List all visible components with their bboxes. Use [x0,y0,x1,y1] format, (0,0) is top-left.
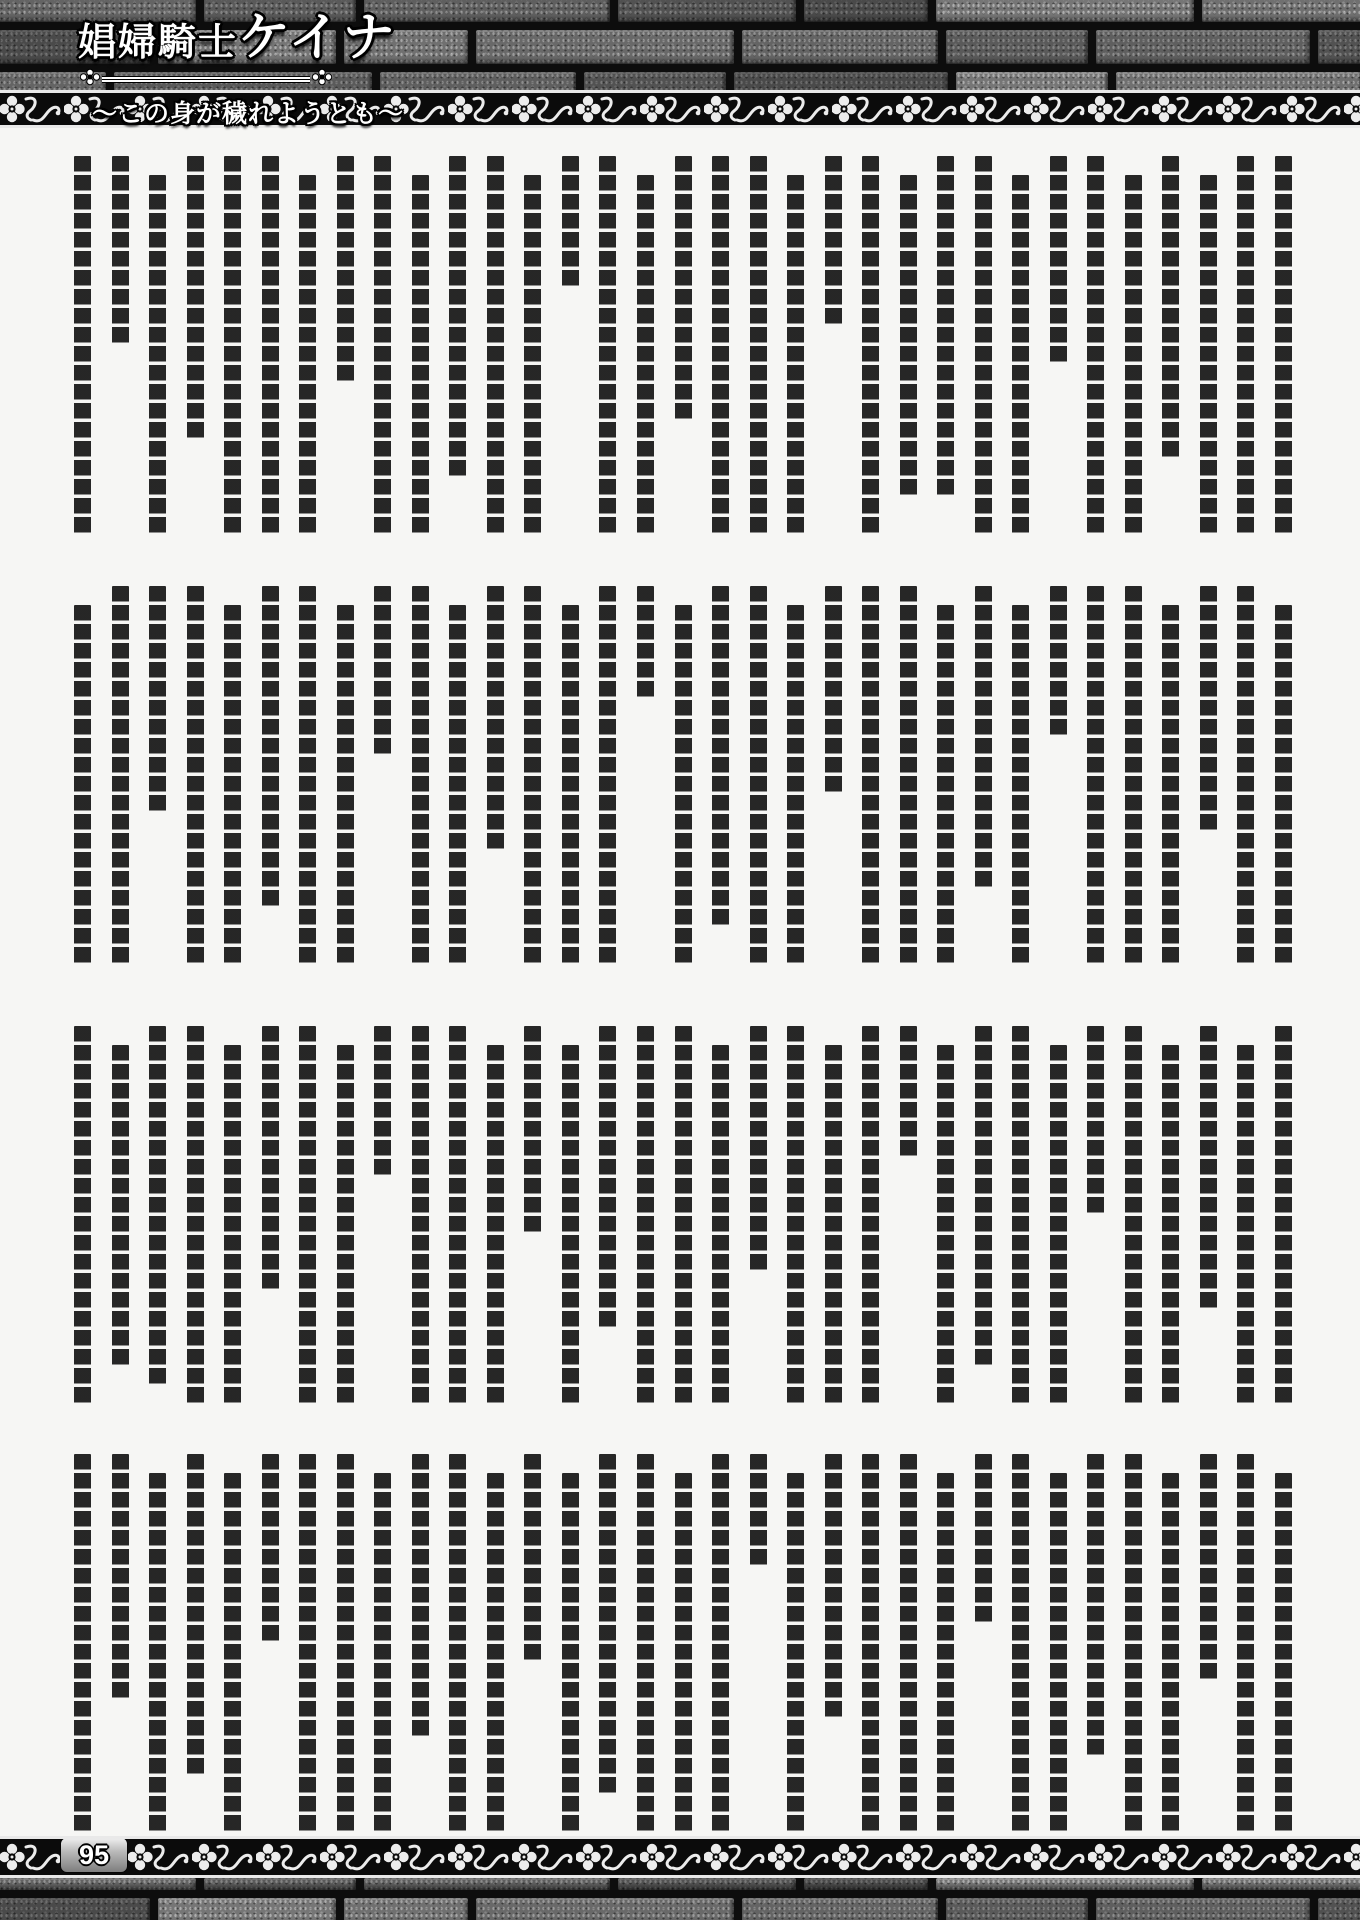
redacted-text-column [74,1026,91,1406]
brick [1096,30,1310,64]
quatrefoil-vine-motif-icon [1280,93,1342,125]
redacted-text-column [825,156,842,327]
brick-row [0,1898,1360,1920]
page-number: 95 [78,1839,110,1870]
quatrefoil-vine-motif-icon [1088,1841,1150,1873]
redacted-text-column [262,1026,279,1292]
redacted-text-column [637,586,654,700]
redacted-text-column [1087,1026,1104,1216]
redacted-text-column [599,1454,616,1796]
redacted-text-column [1237,1454,1254,1834]
redacted-text-column [224,156,241,536]
redacted-text-column [187,586,204,966]
quatrefoil-vine-motif-icon [256,1841,318,1873]
redacted-text-column [449,156,466,479]
redacted-text-column [787,1473,804,1834]
quatrefoil-vine-motif-icon [960,93,1022,125]
quatrefoil-vine-motif-icon [832,1841,894,1873]
redacted-text-column [74,156,91,536]
redacted-text-column [449,605,466,966]
ornament-motif-row-bottom [0,1839,1360,1875]
redacted-text-column [750,1454,767,1568]
quatrefoil-vine-motif-icon [640,1841,702,1873]
brick-texture-bottom [0,1878,1360,1920]
divider-line [102,76,310,83]
redacted-text-column [637,1454,654,1834]
brick [344,1898,468,1920]
redacted-text-column [149,175,166,536]
redacted-text-column [487,156,504,536]
redacted-text-column [299,175,316,536]
redacted-text-column [524,586,541,966]
text-band-3 [74,1026,1292,1406]
quatrefoil-vine-motif-icon [448,93,510,125]
quatrefoil-vine-motif-icon [896,1841,958,1873]
quatrefoil-vine-motif-icon [768,1841,830,1873]
redacted-text-column [412,1454,429,1739]
brick [1096,1898,1310,1920]
redacted-text-column [825,586,842,795]
quatrefoil-vine-motif-icon [1344,93,1360,125]
redacted-text-column [1162,605,1179,966]
quatrefoil-vine-motif-icon [1152,93,1214,125]
redacted-text-column [562,605,579,966]
redacted-text-column [637,175,654,536]
text-band-1 [74,156,1292,536]
redacted-text-column [599,156,616,536]
redacted-text-column [937,1473,954,1834]
redacted-text-column [187,156,204,441]
quatrefoil-vine-motif-icon [448,1841,510,1873]
divider-finial-icon [78,68,102,86]
page-number-tab [60,1837,128,1873]
quatrefoil-vine-motif-icon [576,93,638,125]
brick [0,1878,196,1890]
redacted-text-column [187,1454,204,1777]
redacted-text-column [1050,1045,1067,1406]
redacted-text-column [1237,156,1254,536]
redacted-text-column [1087,586,1104,966]
redacted-text-column [112,156,129,346]
brick [734,72,948,90]
redacted-text-column [750,156,767,536]
redacted-text-column [299,1454,316,1834]
redacted-text-column [149,1473,166,1834]
redacted-text-column [224,1473,241,1834]
redacted-text-column [975,1454,992,1625]
redacted-text-column [825,1454,842,1720]
redacted-text-column [562,1045,579,1406]
redacted-text-column [262,586,279,909]
brick [1202,1878,1360,1890]
quatrefoil-vine-motif-icon [384,1841,446,1873]
redacted-text-column [937,156,954,498]
redacted-text-column [787,605,804,966]
redacted-text-column [675,156,692,422]
redacted-text-column [975,1026,992,1368]
brick [956,72,1108,90]
redacted-text-column [862,586,879,966]
quatrefoil-vine-motif-icon [512,93,574,125]
redacted-text-column [562,156,579,289]
redacted-text-column [1087,156,1104,536]
redacted-text-column [1162,156,1179,460]
redacted-text-column [1050,586,1067,738]
redacted-text-column [524,175,541,536]
brick [364,1878,610,1890]
redacted-text-column [1125,586,1142,966]
brick [618,0,796,22]
brick [742,30,938,64]
redacted-text-column [1200,586,1217,833]
redacted-text-column [1275,605,1292,966]
redacted-text-column [374,586,391,757]
redacted-text-column [1237,1045,1254,1406]
series-subtitle: ～この身が穢れようとも～ [92,100,405,128]
redacted-text-column [74,1454,91,1834]
redacted-text-column [787,175,804,536]
redacted-text-column [1125,175,1142,536]
redacted-text-column [337,605,354,966]
quatrefoil-vine-motif-icon [576,1841,638,1873]
quatrefoil-vine-motif-icon [896,93,958,125]
redacted-text-column [1125,1026,1142,1406]
redacted-text-column [862,1454,879,1834]
quatrefoil-vine-motif-icon [0,1841,62,1873]
text-band-2 [74,586,1292,966]
brick [804,0,928,22]
brick [804,1878,928,1890]
redacted-text-column [1237,586,1254,966]
redacted-text-column [262,156,279,536]
quatrefoil-vine-motif-icon [960,1841,1022,1873]
redacted-text-column [1050,1473,1067,1834]
quatrefoil-vine-motif-icon [1024,1841,1086,1873]
redacted-text-column [562,1473,579,1834]
redacted-text-column [337,1045,354,1406]
redacted-text-column [112,1454,129,1701]
brick [742,1898,938,1920]
redacted-text-column [374,1026,391,1178]
series-title [78,9,404,67]
brick [1318,30,1360,64]
redacted-text-column [825,1045,842,1406]
text-band-4 [74,1454,1292,1834]
brick [1318,1898,1360,1920]
redacted-text-column [149,1026,166,1387]
brick [1116,72,1360,90]
redacted-text-column [675,1026,692,1406]
redacted-text-column [187,1026,204,1406]
brick [204,1878,356,1890]
redacted-text-column [374,156,391,536]
redacted-text-column [449,1026,466,1406]
brick [618,1878,796,1890]
redacted-text-column [975,156,992,536]
redacted-text-column [712,586,729,928]
quatrefoil-vine-motif-icon [704,1841,766,1873]
redacted-text-column [675,1473,692,1834]
quatrefoil-vine-motif-icon [1088,93,1150,125]
redacted-text-column [900,1026,917,1159]
redacted-text-column [750,1026,767,1273]
redacted-text-column [862,156,879,536]
redacted-text-column [1012,605,1029,966]
chapter-title-lockup [78,9,405,130]
brick-row [0,1878,1360,1890]
quatrefoil-vine-motif-icon [1216,93,1278,125]
brick [946,1898,1088,1920]
redacted-text-column [1275,156,1292,536]
redacted-text-column [1162,1045,1179,1406]
redacted-text-column [900,1454,917,1834]
redacted-text-column [1275,1473,1292,1834]
redacted-text-column [112,586,129,966]
brick [584,72,726,90]
redacted-text-column [337,1454,354,1834]
redacted-text-column [149,586,166,814]
redacted-text-column [487,1473,504,1834]
brick [936,1878,1194,1890]
redacted-text-column [1200,175,1217,536]
quatrefoil-vine-motif-icon [1280,1841,1342,1873]
brick [936,0,1194,22]
redacted-text-column [412,586,429,966]
series-title-prefix: 娼婦騎士 [78,22,239,64]
redacted-text-column [224,605,241,966]
divider-finial-icon [310,68,334,86]
redacted-text-column [487,1045,504,1406]
quatrefoil-vine-motif-icon [1344,1841,1360,1873]
quatrefoil-vine-motif-icon [640,93,702,125]
redacted-text-column [712,1045,729,1406]
divider-finial-left [78,68,102,91]
quatrefoil-vine-motif-icon [320,1841,382,1873]
redacted-text-column [675,605,692,966]
redacted-text-column [787,1026,804,1406]
redacted-text-column [937,1045,954,1406]
redacted-text-column [74,605,91,966]
quatrefoil-vine-motif-icon [512,1841,574,1873]
redacted-text-column [1012,175,1029,536]
redacted-text-column [412,1026,429,1406]
redacted-text-column [262,1454,279,1644]
redacted-text-column [1012,1026,1029,1406]
redacted-text-column [1200,1454,1217,1682]
quatrefoil-vine-motif-icon [768,93,830,125]
redacted-text-column [1087,1454,1104,1758]
brick [1202,0,1360,22]
redacted-text-column [1275,1026,1292,1406]
redacted-text-column [900,586,917,966]
series-title-name: ケイナ [238,9,397,67]
redacted-text-column [299,586,316,966]
redacted-text-column [1050,156,1067,365]
redacted-text-column [712,156,729,536]
brick [476,1898,734,1920]
quatrefoil-vine-motif-icon [1216,1841,1278,1873]
brick [476,30,734,64]
redacted-text-column [599,586,616,966]
redacted-text-column [224,1045,241,1406]
quatrefoil-vine-motif-icon [832,93,894,125]
redacted-text-column [1200,1026,1217,1311]
redacted-text-column [1125,1454,1142,1834]
quatrefoil-vine-motif-icon [192,1841,254,1873]
redacted-text-column [412,175,429,536]
redacted-text-column [487,586,504,852]
quatrefoil-vine-motif-icon [0,93,62,125]
ornament-border-bottom [0,1836,1360,1878]
redacted-text-column [750,586,767,966]
redacted-text-column [299,1026,316,1406]
redacted-text-column [524,1454,541,1663]
quatrefoil-vine-motif-icon [704,93,766,125]
redacted-text-column [900,175,917,498]
redacted-text-column [712,1454,729,1834]
quatrefoil-vine-motif-icon [1152,1841,1214,1873]
brick [380,72,576,90]
redacted-text-column [1012,1454,1029,1834]
title-divider-ornament [78,68,334,91]
redacted-text-column [337,156,354,384]
brick [0,1898,150,1920]
brick [158,1898,336,1920]
redacted-text-column [374,1473,391,1834]
redacted-text-column [599,1026,616,1330]
divider-finial-right [310,68,334,91]
redacted-text-column [862,1026,879,1406]
redacted-text-column [937,605,954,966]
redacted-text-column [449,1454,466,1834]
brick [946,30,1088,64]
quatrefoil-vine-motif-icon [1024,93,1086,125]
redacted-text-column [524,1026,541,1235]
quatrefoil-vine-motif-icon [128,1841,190,1873]
redacted-text-column [637,1026,654,1406]
redacted-text-column [112,1045,129,1368]
redacted-text-column [1162,1473,1179,1834]
redacted-text-column [975,586,992,890]
